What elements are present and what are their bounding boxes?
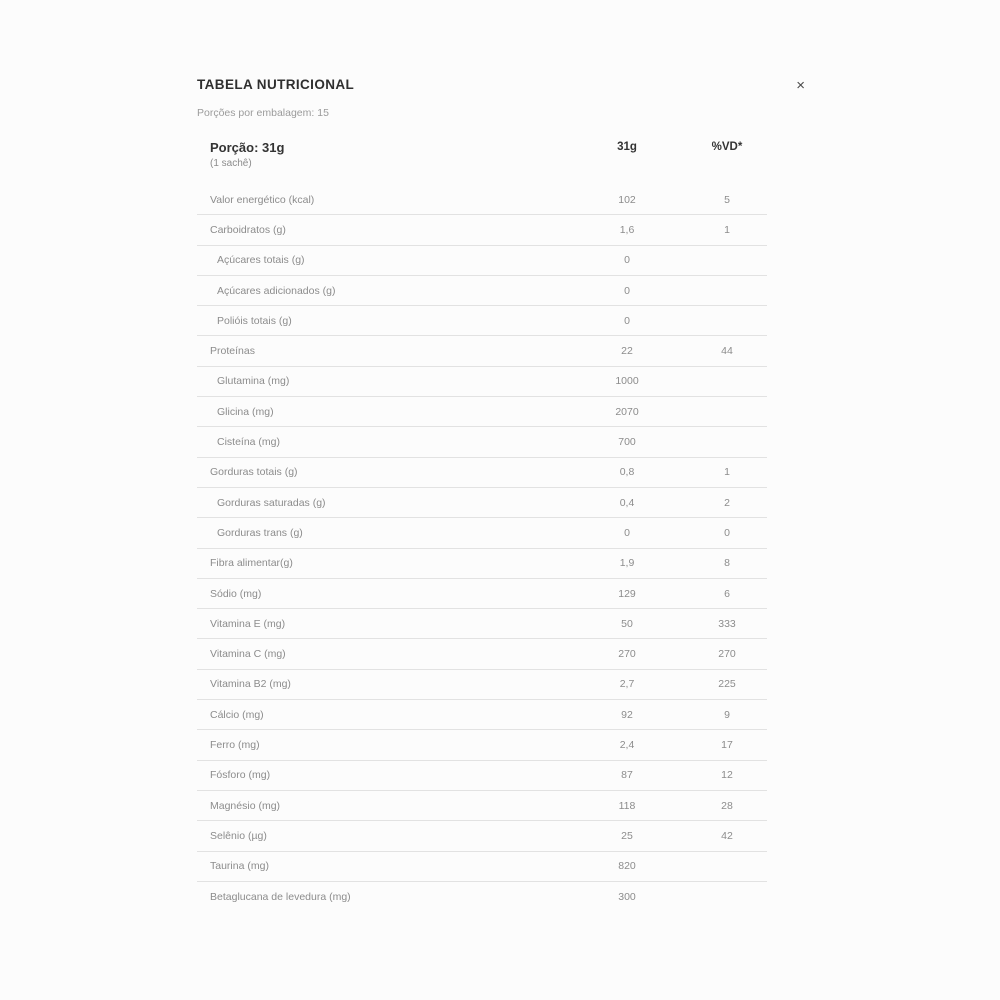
nutrient-label: Cálcio (mg) [210,708,264,721]
table-row [197,246,767,276]
portion-header [210,140,567,169]
nutrient-amount: 1,9 [619,557,635,570]
nutrient-amount: 2,7 [619,678,635,691]
nutrient-label: Glicina (mg) [217,405,274,418]
nutrient-label: Carboidratos (g) [210,223,286,236]
table-row [197,397,767,427]
table-row [197,670,767,700]
nutrition-modal [197,70,809,912]
table-row [197,609,767,639]
nutrient-dv: 0 [724,526,730,539]
nutrient-label: Ferro (mg) [210,738,260,751]
nutrient-dv: 2 [724,496,730,509]
portion-size-label: Porção: 31g [210,140,285,155]
nutrient-dv: 9 [724,708,730,721]
nutrient-amount: 118 [618,799,636,812]
nutrient-amount: 0 [624,526,630,539]
column-header-dv: %VD* [711,141,743,153]
portion-sachet-label: (1 sachê) [210,158,252,169]
table-row [197,700,767,730]
table-row [197,185,767,215]
nutrient-dv: 1 [724,223,730,236]
nutrient-label: Gorduras saturadas (g) [217,496,326,509]
nutrient-label: Cisteína (mg) [217,436,281,449]
nutrient-amount: 87 [621,769,633,782]
nutrient-label: Valor energético (kcal) [210,193,315,206]
modal-header [197,70,809,93]
nutrient-amount: 50 [621,617,633,630]
table-header-row [197,131,767,185]
nutrient-label: Gorduras totais (g) [210,466,298,479]
nutrient-label: Sódio (mg) [210,587,262,600]
close-icon[interactable]: × [796,77,805,94]
nutrient-label: Selênio (µg) [210,829,267,842]
nutrient-amount: 0,8 [619,466,635,479]
nutrient-label: Polióis totais (g) [217,314,292,327]
table-row [197,761,767,791]
nutrient-dv: 17 [721,738,733,751]
nutrient-label: Açúcares adicionados (g) [217,284,336,297]
table-row [197,518,767,548]
nutrient-label: Magnésio (mg) [210,799,281,812]
table-row [197,730,767,760]
table-row [197,579,767,609]
nutrient-dv: 270 [718,648,736,661]
nutrient-amount: 0 [624,284,630,297]
nutrient-dv: 12 [721,769,733,782]
nutrient-label: Vitamina C (mg) [210,648,286,661]
nutrient-amount: 129 [618,587,636,600]
nutrient-label: Gorduras trans (g) [217,526,303,539]
table-row [197,488,767,518]
nutrient-dv: 42 [721,829,733,842]
nutrient-label: Vitamina E (mg) [210,617,286,630]
table-row [197,639,767,669]
nutrient-amount: 0,4 [619,496,635,509]
table-row [197,549,767,579]
table-row [197,336,767,366]
table-row [197,852,767,882]
nutrient-dv: 5 [724,193,730,206]
nutrient-label: Fibra alimentar(g) [210,557,293,570]
nutrient-label: Fósforo (mg) [210,769,271,782]
nutrient-amount: 0 [624,254,630,267]
nutrient-dv: 44 [721,345,733,358]
nutrient-label: Açúcares totais (g) [217,254,305,267]
nutrient-dv: 333 [718,617,736,630]
nutrient-amount: 102 [618,193,636,206]
column-header-amount: 31g [617,141,637,153]
nutrition-table-body [197,185,767,912]
table-row [197,427,767,457]
nutrient-amount: 1,6 [619,223,635,236]
nutrient-amount: 700 [618,436,636,449]
nutrient-amount: 820 [618,860,636,873]
nutrient-amount: 2070 [615,405,639,418]
nutrient-dv: 1 [724,466,730,479]
nutrient-amount: 300 [618,890,636,903]
nutrient-amount: 2,4 [619,738,635,751]
nutrition-table [197,131,767,912]
nutrient-dv: 225 [718,678,736,691]
nutrient-amount: 270 [618,648,636,661]
nutrient-label: Taurina (mg) [210,860,269,873]
table-row [197,367,767,397]
nutrient-amount: 0 [624,314,630,327]
table-row [197,821,767,851]
nutrient-dv: 8 [724,557,730,570]
nutrient-label: Glutamina (mg) [217,375,290,388]
table-row [197,215,767,245]
nutrient-amount: 92 [621,708,633,721]
nutrient-dv: 28 [721,799,733,812]
table-row [197,791,767,821]
nutrient-dv: 6 [724,587,730,600]
nutrient-label: Vitamina B2 (mg) [210,678,291,691]
nutrient-amount: 22 [621,345,633,358]
nutrient-label: Betaglucana de levedura (mg) [210,890,351,903]
nutrient-label: Proteínas [210,345,255,358]
table-row [197,882,767,912]
nutrient-amount: 25 [621,829,633,842]
servings-note: Porções por embalagem: 15 [197,107,329,119]
nutrient-amount: 1000 [615,375,639,388]
table-row [197,458,767,488]
table-row [197,306,767,336]
table-row [197,276,767,306]
page-title: TABELA NUTRICIONAL [197,77,355,92]
